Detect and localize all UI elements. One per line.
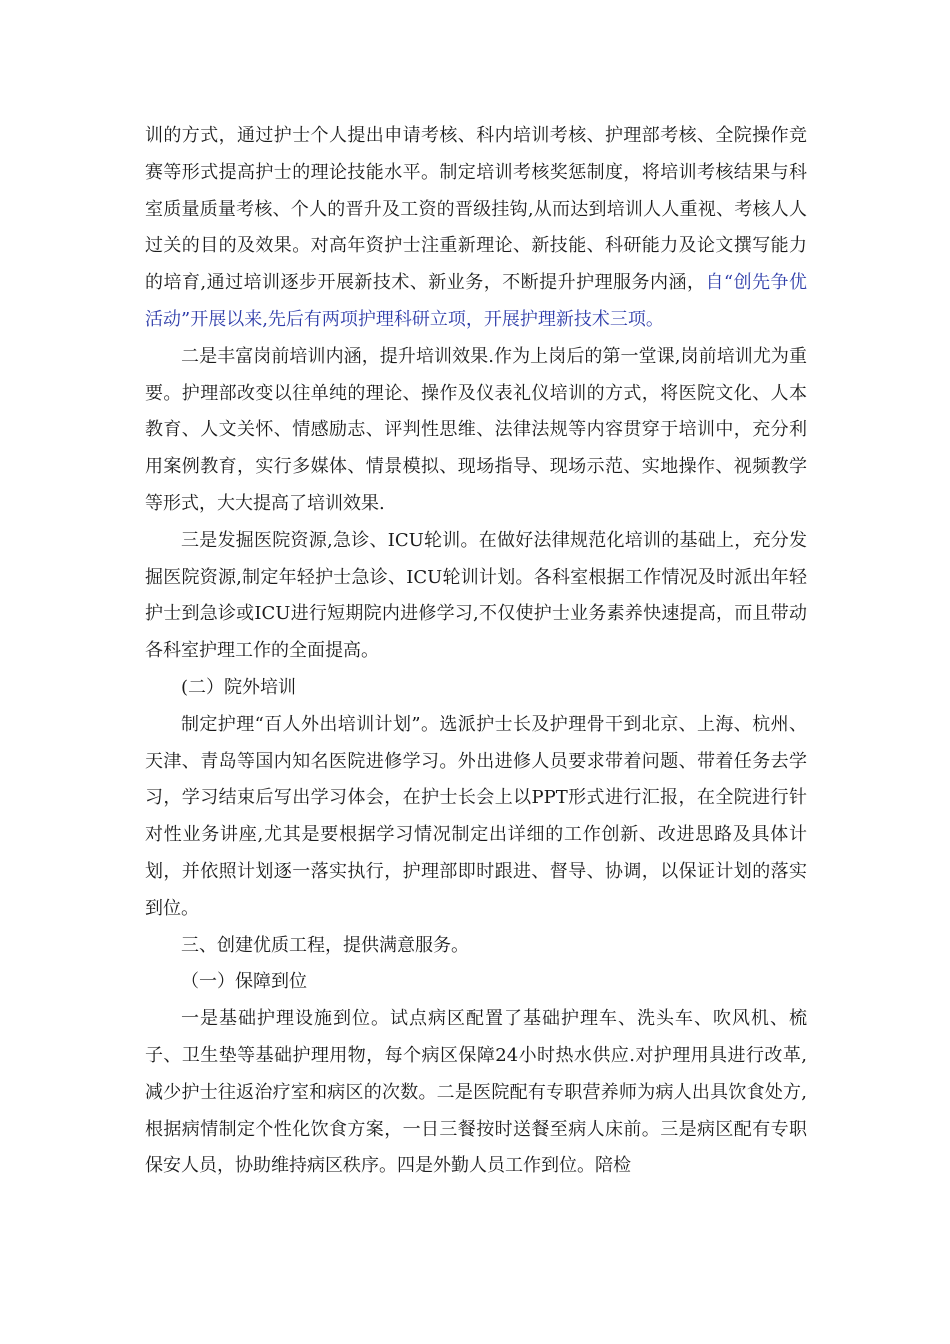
paragraph-training-methods (145, 118, 807, 339)
paragraph-pre-job-training: 二是丰富岗前培训内涵，提升培训效果.作为上岗后的第一堂课,岗前培训尤为重要。护理部改变以往单纯的理论、操作及仪表礼仪培训的方式，将医院文化、人本教育、人文关怀、情感励志、评判性思维、法律法规等内容贯穿于培训中，充分利用案例教育，实行多媒体、情景模拟、现场指导、现场示范、实地操作、视频教学等形式，大大提高了培训效果. (145, 345, 807, 514)
paragraph-text: 训的方式，通过护士个人提出申请考核、科内培训考核、护理部考核、全院操作竞赛等形式提高护士的理论技能水平。制定培训考核奖惩制度，将培训考核结果与科室质量质量考核、个人的晋升及工资的晋级挂钩,从而达到培训人人重视、考核人人过关的目的及效果。对高年资护士注重新理论、新技能、科研能力及论文撰写能力的培育,通过培训逐步开展新技术、新业务，不断提升护理服务内涵， (145, 125, 807, 294)
section-heading-guarantee: （一）保障到位 (181, 971, 307, 993)
section-heading-quality-project: 三、创建优质工程，提供满意服务。 (181, 934, 469, 956)
document-body (145, 118, 807, 1185)
paragraph-facilities: 一是基础护理设施到位。试点病区配置了基础护理车、洗头车、吹风机、梳子、卫生垫等基础护理用物，每个病区保障24小时热水供应.对护理用具进行改革,减少护士往返治疗室和病区的次数。二是医院配有专职营养师为病人出具饮食处方,根据病情制定个性化饮食方案，一日三餐按时送餐至病人床前。三是病区配有专职保安人员，协助维持病区秩序。四是外勤人员工作到位。陪检 (145, 1008, 807, 1177)
paragraph-external-training-plan: 制定护理“百人外出培训计划”。选派护士长及护理骨干到北京、上海、杭州、天津、青岛等国内知名医院进修学习。外出进修人员要求带着问题、带着任务去学习，学习结束后写出学习体会，在护士长会上以PPT形式进行汇报，在全院进行针对性业务讲座,尤其是要根据学习情况制定出详细的工作创新、改进思路及具体计划，并依照计划逐一落实执行，护理部即时跟进、督导、协调，以保证计划的落实到位。 (145, 713, 807, 919)
highlighted-achievement-text: 自“创先争优活动”开展以来,先后有两项护理科研立项，开展护理新技术三项。 (145, 272, 808, 330)
section-heading-external-training: (二）院外培训 (181, 676, 297, 698)
paragraph-icu-rotation: 三是发掘医院资源,急诊、ICU轮训。在做好法律规范化培训的基础上，充分发掘医院资源,制定年轻护士急诊、ICU轮训计划。各科室根据工作情况及时派出年轻护士到急诊或ICU进行短期院内进修学习,不仅使护士业务素养快速提高，而且带动各科室护理工作的全面提高。 (145, 529, 807, 662)
